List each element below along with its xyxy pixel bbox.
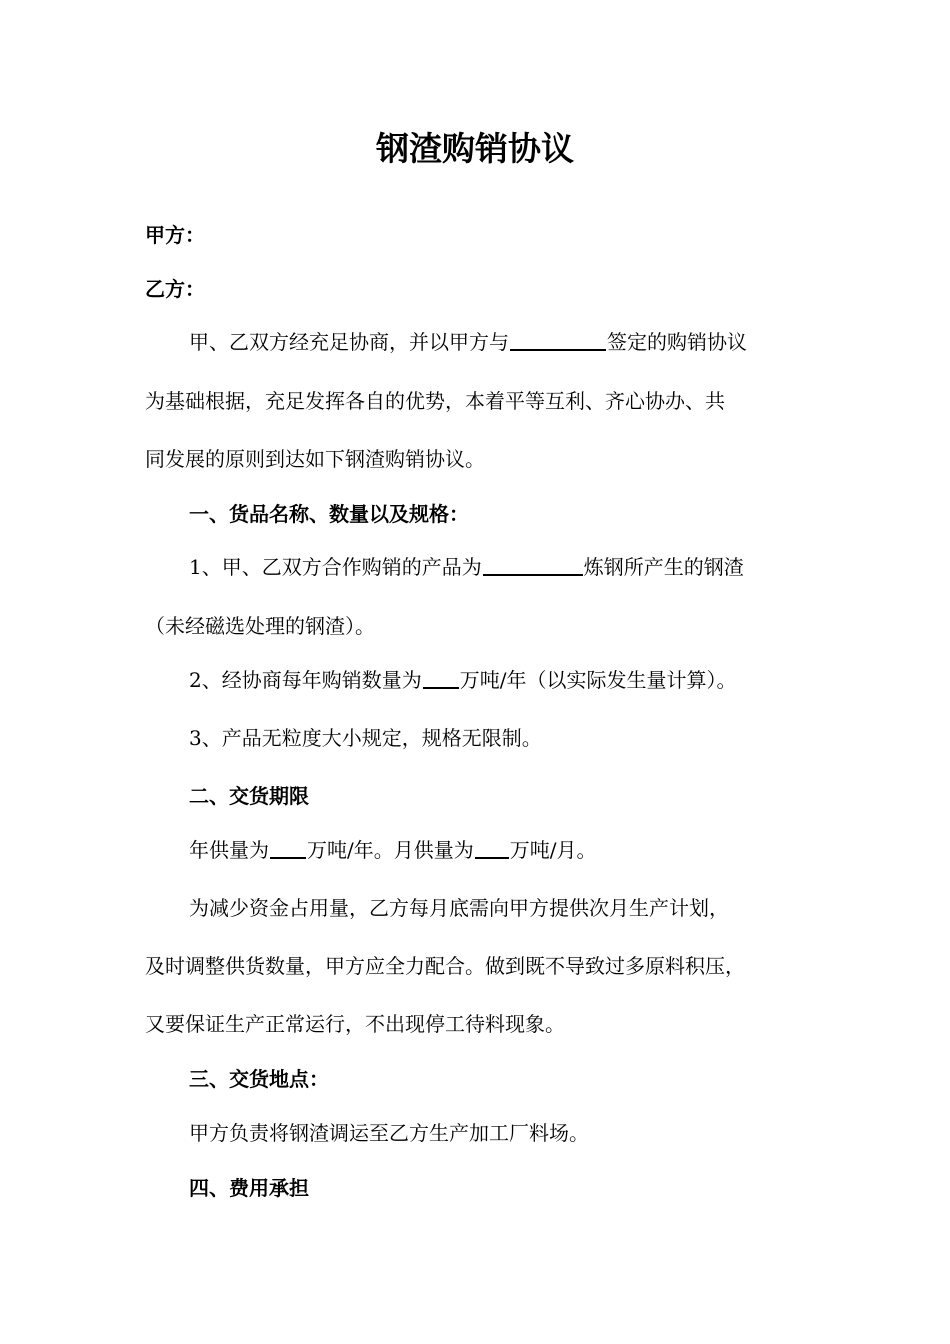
section-1-heading: 一、货品名称、数量以及规格： [189,502,469,526]
intro-line-1-text-b: 签定的购销协议 [607,330,747,354]
section-3-heading: 三、交货地点： [189,1067,329,1091]
section-1-item-1-text-a: 1、甲、乙双方合作购销的产品为 [189,555,482,579]
section-1-item-1-text-b: 炼钢所产生的钢渣 [583,555,744,579]
monthly-supply-blank [475,835,509,859]
section-1-item-3: 3、产品无粒度大小规定，规格无限制。 [189,726,542,750]
yearly-supply-blank [270,835,306,859]
section-1-item-1 [189,552,889,582]
section-1-item-2-text-b: 万吨/年（以实际发生量计算）。 [459,668,737,692]
intro-line-1 [189,327,889,357]
intro-line-3: 同发展的原则到达如下钢渣购销协议。 [145,447,485,471]
supply-text-c: 万吨/月。 [509,838,597,862]
section-2-para-line-1: 为减少资金占用量，乙方每月底需向甲方提供次月生产计划， [189,896,729,920]
intro-line-2: 为基础根据，充足发挥各自的优势，本着平等互利、齐心协办、共 [145,389,725,413]
annual-quantity-blank [423,665,459,689]
party-a-label: 甲方： [145,223,205,247]
section-1-item-2-text-a: 2、经协商每年购销数量为 [189,668,422,692]
supply-text-a: 年供量为 [189,838,269,862]
section-3-text: 甲方负责将钢渣调运至乙方生产加工厂料场。 [189,1121,589,1145]
section-2-heading: 二、交货期限 [189,784,309,808]
supply-text-b: 万吨/年。月供量为 [307,838,474,862]
section-1-item-2 [189,665,889,695]
counterparty-blank [510,327,606,351]
section-2-para-line-2: 及时调整供货数量，甲方应全力配合。做到既不导致过多原料积压， [145,954,745,978]
intro-line-1-text-a: 甲、乙双方经充足协商，并以甲方与 [189,330,509,354]
section-2-supply-line [189,835,889,865]
section-4-heading: 四、费用承担 [189,1176,309,1200]
party-b-label: 乙方： [145,277,205,301]
section-2-para-line-3: 又要保证生产正常运行，不出现停工待料现象。 [145,1012,565,1036]
section-1-item-1-line-2: （未经磁选处理的钢渣）。 [145,614,375,638]
producer-blank [483,552,583,576]
document-title: 钢渣购销协议 [376,129,574,168]
